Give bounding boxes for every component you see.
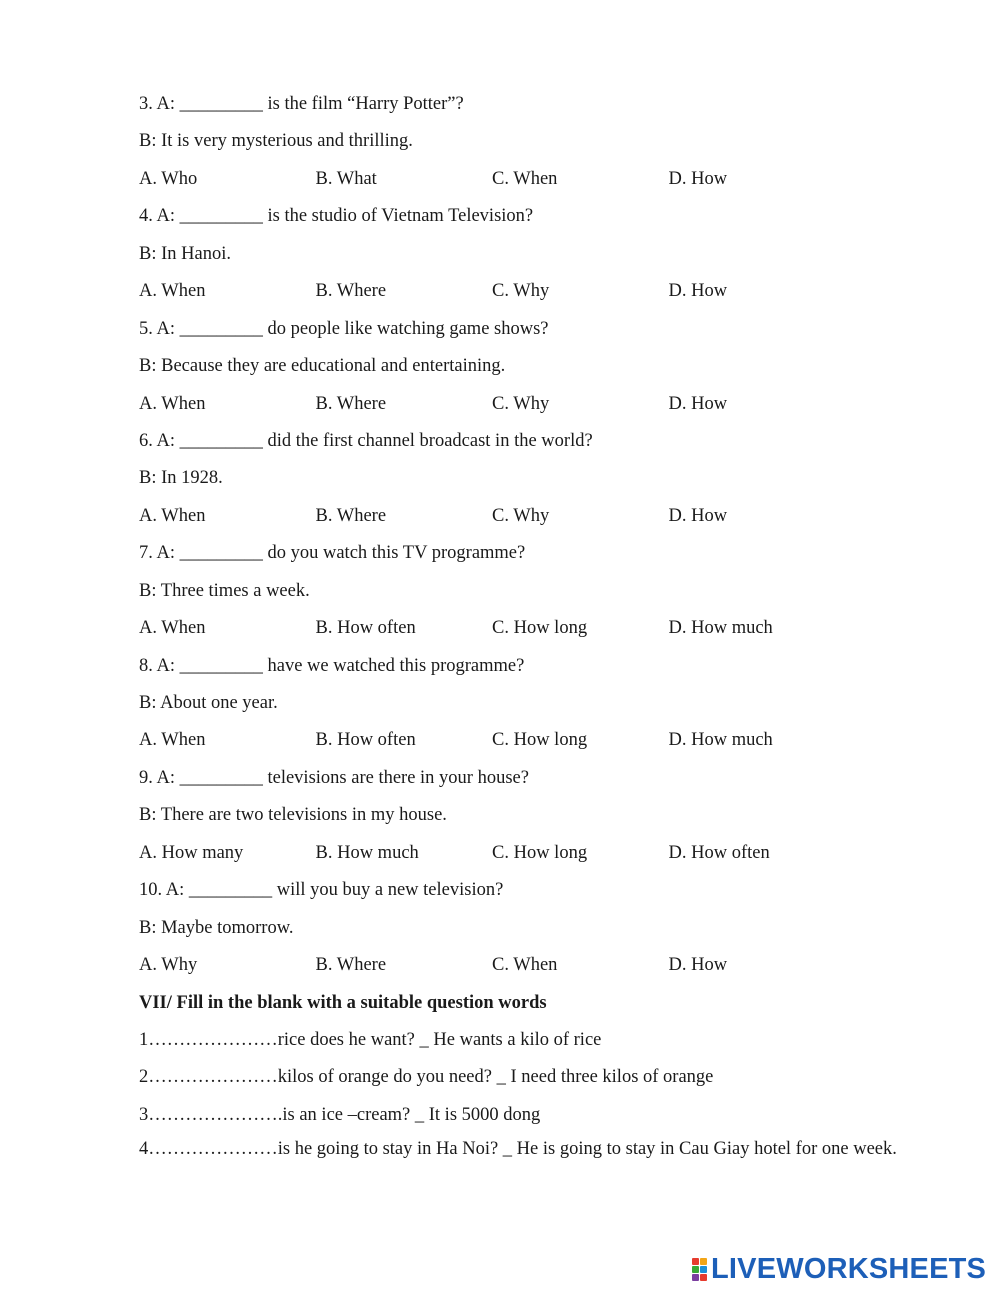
option-b[interactable]: B. Where xyxy=(315,955,387,976)
question-answer: B: In Hanoi. xyxy=(139,243,231,264)
option-d[interactable]: D. How often xyxy=(668,842,770,863)
option-c[interactable]: C. When xyxy=(492,168,558,189)
option-a[interactable]: A. When xyxy=(139,618,206,639)
fill-item-1: 1…………………rice does he want? _ He wants a kilo of rice xyxy=(139,1029,602,1050)
answer-options xyxy=(139,391,939,417)
question-8 xyxy=(139,653,939,754)
option-c[interactable]: C. How long xyxy=(492,730,588,751)
question-7 xyxy=(139,540,939,641)
fill-item-2: 2…………………kilos of orange do you need? _ I need three kilos of orange xyxy=(139,1067,714,1088)
answer-options xyxy=(139,503,939,529)
option-b[interactable]: B. How often xyxy=(315,730,416,751)
question-prompt: 9. A: _________ televisions are there in your house? xyxy=(139,767,529,788)
question-5 xyxy=(139,316,939,417)
fill-item-3: 3………………….is an ice –cream? _ It is 5000 dong xyxy=(139,1104,541,1125)
question-10 xyxy=(139,877,939,978)
question-answer: B: Maybe tomorrow. xyxy=(139,917,294,938)
question-answer: B: It is very mysterious and thrilling. xyxy=(139,131,413,152)
option-d[interactable]: D. How xyxy=(668,955,728,976)
question-prompt: 4. A: _________ is the studio of Vietnam Television? xyxy=(139,206,534,227)
option-b[interactable]: B. Where xyxy=(315,393,387,414)
question-answer: B: There are two televisions in my house. xyxy=(139,805,447,826)
option-a[interactable]: A. How many xyxy=(139,842,244,863)
option-d[interactable]: D. How much xyxy=(668,618,773,639)
question-prompt: 10. A: _________ will you buy a new television? xyxy=(139,880,504,901)
answer-options xyxy=(139,952,939,978)
question-prompt: 7. A: _________ do you watch this TV programme? xyxy=(139,543,526,564)
option-a[interactable]: A. When xyxy=(139,730,206,751)
question-3 xyxy=(139,91,939,192)
worksheet-page xyxy=(139,91,939,1173)
answer-options xyxy=(139,615,939,641)
option-b[interactable]: B. How much xyxy=(315,842,419,863)
liveworksheets-logo-icon xyxy=(692,1258,707,1281)
option-d[interactable]: D. How much xyxy=(668,730,773,751)
option-d[interactable]: D. How xyxy=(668,168,728,189)
question-9 xyxy=(139,765,939,866)
option-d[interactable]: D. How xyxy=(668,505,728,526)
question-answer: B: About one year. xyxy=(139,693,278,713)
option-d[interactable]: D. How xyxy=(668,393,728,414)
option-c[interactable]: C. Why xyxy=(492,281,550,302)
option-b[interactable]: B. How often xyxy=(315,618,416,639)
fill-item-4: 4…………………is he going to stay in Ha Noi? _ He is going to stay in Cau Giay hotel for one week. xyxy=(139,1139,897,1160)
option-c[interactable]: C. How long xyxy=(492,618,588,639)
option-c[interactable]: C. Why xyxy=(492,393,550,414)
question-answer: B: In 1928. xyxy=(139,468,223,489)
option-a[interactable]: A. When xyxy=(139,281,206,302)
section-vii xyxy=(139,990,939,1162)
option-c[interactable]: C. Why xyxy=(492,505,550,526)
option-a[interactable]: A. When xyxy=(139,505,206,526)
question-4 xyxy=(139,203,939,304)
question-prompt: 6. A: _________ did the first channel broadcast in the world? xyxy=(139,430,593,451)
answer-options xyxy=(139,727,939,753)
option-a[interactable]: A. Why xyxy=(139,955,198,976)
option-c[interactable]: C. When xyxy=(492,955,558,976)
option-a[interactable]: A. Who xyxy=(139,168,198,189)
answer-options xyxy=(139,840,939,866)
answer-options xyxy=(139,278,939,304)
option-b[interactable]: B. What xyxy=(315,168,377,189)
answer-options xyxy=(139,166,939,192)
section-heading: VII/ Fill in the blank with a suitable question words xyxy=(139,992,547,1013)
option-d[interactable]: D. How xyxy=(668,281,728,302)
question-prompt: 8. A: _________ have we watched this programme? xyxy=(139,655,525,676)
option-b[interactable]: B. Where xyxy=(315,505,387,526)
question-prompt: 5. A: _________ do people like watching game shows? xyxy=(139,318,549,339)
option-a[interactable]: A. When xyxy=(139,393,206,414)
option-c[interactable]: C. How long xyxy=(492,842,588,863)
question-answer: B: Because they are educational and entertaining. xyxy=(139,356,506,377)
question-6 xyxy=(139,428,939,529)
question-prompt: 3. A: _________ is the film “Harry Potter”? xyxy=(139,94,464,114)
liveworksheets-logo[interactable] xyxy=(692,1254,986,1284)
question-answer: B: Three times a week. xyxy=(139,580,310,601)
logo-text: LIVEWORKSHEETS xyxy=(711,1252,987,1285)
option-b[interactable]: B. Where xyxy=(315,281,387,302)
